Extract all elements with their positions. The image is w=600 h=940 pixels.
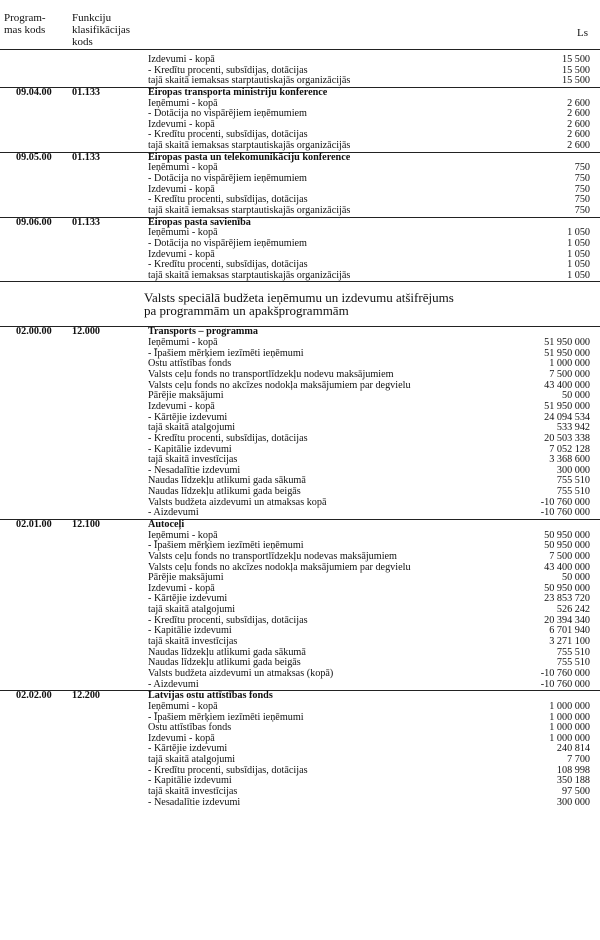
row-label: - Īpašiem mērķiem iezīmēti ieņēmumi (148, 540, 304, 552)
row-value: 300 000 (556, 464, 590, 476)
section-title-row (0, 153, 600, 164)
row-value: 2 600 (567, 97, 590, 109)
row-label: Valsts ceļu fonds no transportlīdzekļu nodevu maksājumiem (148, 369, 394, 381)
row-label: - Īpašiem mērķiem iezīmēti ieņēmumi (148, 711, 304, 723)
row-value: 7 500 000 (549, 369, 590, 381)
row-value: 755 510 (556, 475, 590, 487)
row-label: Latvijas ostu attīstības fonds (148, 690, 273, 702)
row-label: - Kredītu procenti, subsīdijas, dotācijas (148, 129, 308, 141)
table-row (0, 626, 600, 637)
table-row (0, 141, 600, 152)
row-label: tajā skaitā iemaksas starptautiskajās organizācijās (148, 269, 351, 281)
row-value: 50 950 000 (544, 540, 590, 552)
row-value: 51 950 000 (544, 337, 590, 349)
function-code: 12.000 (72, 326, 101, 338)
row-value: 6 701 940 (549, 625, 590, 637)
table-row (0, 616, 600, 627)
row-label: tajā skaitā iemaksas starptautiskajās organizācijās (148, 75, 351, 87)
row-value: 97 500 (561, 786, 590, 797)
row-label: tajā skaitā atalgojumi (148, 754, 236, 766)
row-value: 526 242 (556, 604, 590, 616)
row-label: - Kredītu procenti, subsīdijas, dotācijas (148, 194, 308, 206)
row-label: Izdevumi - kopā (148, 582, 215, 594)
row-label: Autoceļi (148, 518, 185, 530)
table-row (0, 455, 600, 466)
table-row (0, 271, 600, 282)
row-value: 43 400 000 (544, 561, 590, 573)
row-value: -10 760 000 (540, 667, 590, 679)
row-label: tajā skaitā atalgojumi (148, 604, 236, 616)
table-row (0, 787, 600, 798)
table-row (0, 744, 600, 755)
row-label: - Kredītu procenti, subsīdijas, dotācijas (148, 764, 308, 776)
function-code: 12.200 (72, 690, 101, 702)
table-row (0, 381, 600, 392)
row-label: Pārējie maksājumi (148, 390, 224, 402)
row-label: Transports – programma (148, 326, 258, 338)
row-label: - Kārtējie izdevumi (148, 411, 228, 423)
table-row (0, 563, 600, 574)
row-label: Pārējie maksājumi (148, 572, 224, 584)
table-row (0, 434, 600, 445)
row-label: Izdevumi - kopā (148, 248, 215, 260)
row-value: 300 000 (556, 796, 590, 808)
row-value: 350 188 (556, 775, 590, 787)
row-label: Ieņēmumi - kopā (148, 700, 218, 712)
row-value: 108 998 (556, 764, 590, 776)
row-value: 755 510 (556, 646, 590, 658)
row-label: tajā skaitā investīcijas (148, 454, 238, 466)
row-label: tajā skaitā atalgojumi (148, 422, 236, 434)
row-label: Ieņēmumi - kopā (148, 529, 218, 541)
table-row (0, 669, 600, 680)
table-row (0, 680, 600, 691)
table-row (0, 766, 600, 777)
row-label: Ostu attīstības fonds (148, 358, 232, 370)
table-row (0, 402, 600, 413)
table-row (0, 734, 600, 745)
row-label: - Dotācija no vispārējiem ieņēmumiem (148, 108, 307, 120)
row-value: 1 050 (567, 237, 590, 249)
row-label: tajā skaitā investīcijas (148, 636, 238, 648)
row-label: Izdevumi - kopā (148, 54, 215, 65)
table-row (0, 76, 600, 87)
table-row (0, 445, 600, 456)
row-value: 7 700 (567, 754, 590, 766)
row-label: - Aizdevumi (148, 507, 199, 519)
section-title-row (0, 88, 600, 99)
row-value: 50 000 (561, 390, 590, 402)
row-value: 23 853 720 (544, 593, 590, 605)
row-value: 7 500 000 (549, 550, 590, 562)
table-row (0, 508, 600, 519)
section-title-row (0, 218, 600, 229)
program-code-header: Program- mas kods (4, 12, 46, 36)
row-value: 1 050 (567, 248, 590, 260)
row-label: Valsts ceļu fonds no akcīzes nodokļa maksājumiem par degvielu (148, 561, 411, 573)
row-label: Ieņēmumi - kopā (148, 227, 218, 239)
row-label: Valsts budžeta aizdevumi un atmaksas (kopā) (148, 667, 334, 679)
program-code: 02.00.00 (16, 326, 52, 338)
table-row (0, 573, 600, 584)
row-value: 1 000 000 (549, 711, 590, 723)
row-label: Valsts ceļu fonds no transportlīdzekļu nodevas maksājumiem (148, 550, 397, 562)
row-value: 750 (574, 173, 590, 185)
row-label: - Kredītu procenti, subsīdijas, dotācijas (148, 614, 308, 626)
row-value: 50 000 (561, 572, 590, 584)
row-label: tajā skaitā iemaksas starptautiskajās organizācijās (148, 204, 351, 216)
program-code: 09.06.00 (16, 216, 52, 228)
row-value: 20 394 340 (544, 614, 590, 626)
section-heading (0, 282, 600, 326)
row-label: - Kārtējie izdevumi (148, 593, 228, 605)
row-label: Izdevumi - kopā (148, 732, 215, 744)
row-label: tajā skaitā iemaksas starptautiskajās organizācijās (148, 140, 351, 152)
function-code: 01.133 (72, 151, 101, 163)
header-divider (0, 49, 600, 50)
row-value: 15 500 (561, 64, 590, 76)
row-label: Naudas līdzekļu atlikumi gada sākumā (148, 475, 306, 487)
row-label: - Dotācija no vispārējiem ieņēmumiem (148, 173, 307, 185)
row-label: Naudas līdzekļu atlikumi gada sākumā (148, 646, 306, 658)
table-row (0, 776, 600, 787)
row-value: -10 760 000 (540, 496, 590, 508)
table-row (0, 584, 600, 595)
row-value: 750 (574, 204, 590, 216)
row-value: 2 600 (567, 108, 590, 120)
table-row (0, 713, 600, 724)
table-row (0, 174, 600, 185)
row-value: 2 600 (567, 118, 590, 130)
row-label: - Kārtējie izdevumi (148, 743, 228, 755)
row-label: - Kredītu procenti, subsīdijas, dotācijas (148, 64, 308, 76)
row-value: -10 760 000 (540, 678, 590, 690)
row-value: 750 (574, 162, 590, 174)
table-row (0, 798, 600, 809)
row-value: 50 950 000 (544, 582, 590, 594)
row-value: 50 950 000 (544, 529, 590, 541)
row-value: 240 814 (556, 743, 590, 755)
row-value: 43 400 000 (544, 379, 590, 391)
row-value: 1 050 (567, 227, 590, 239)
row-label: Valsts ceļu fonds no akcīzes nodokļa maksājumiem par degvielu (148, 379, 411, 391)
row-value: 1 000 000 (549, 722, 590, 734)
program-code: 09.04.00 (16, 86, 52, 98)
row-value: 755 510 (556, 657, 590, 669)
row-label: - Nesadalītie izdevumi (148, 464, 241, 476)
row-label: - Kapitālie izdevumi (148, 775, 232, 787)
table-row (0, 206, 600, 217)
row-label: Valsts budžeta aizdevumi un atmaksas kopā (148, 496, 327, 508)
row-label: Eiropas pasta savienība (148, 216, 251, 228)
row-label: Valsts speciālā budžeta ieņēmumu un izdevumu atšifrējums pa programmām un apakšprogrammām (144, 290, 454, 319)
row-value: 3 368 600 (549, 454, 590, 466)
table-row (0, 552, 600, 563)
row-label: - Aizdevumi (148, 678, 199, 690)
table-row (0, 723, 600, 734)
table-row (0, 349, 600, 360)
table-row (0, 594, 600, 605)
currency-header: Ls (577, 27, 588, 39)
row-label: - Dotācija no vispārējiem ieņēmumiem (148, 237, 307, 249)
function-code-header: Funkciju klasifikācijas kods (72, 12, 131, 48)
program-code: 02.01.00 (16, 518, 52, 530)
function-code: 01.133 (72, 216, 101, 228)
row-value: 51 950 000 (544, 400, 590, 412)
table-row (0, 391, 600, 402)
row-label: - Kredītu procenti, subsīdijas, dotācijas (148, 259, 308, 271)
row-label: - Kapitālie izdevumi (148, 443, 232, 455)
row-label: Naudas līdzekļu atlikumi gada beigās (148, 486, 301, 498)
row-label: Ieņēmumi - kopā (148, 162, 218, 174)
row-value: 15 500 (561, 75, 590, 87)
row-label: Ieņēmumi - kopā (148, 97, 218, 109)
program-code: 09.05.00 (16, 151, 52, 163)
table-row (0, 413, 600, 424)
row-value: 24 094 534 (544, 411, 590, 423)
row-label: Izdevumi - kopā (148, 183, 215, 195)
section-title-row (0, 691, 600, 702)
row-label: Ieņēmumi - kopā (148, 337, 218, 349)
table-row (0, 109, 600, 120)
row-value: 533 942 (556, 422, 590, 434)
row-label: Izdevumi - kopā (148, 118, 215, 130)
function-code: 01.133 (72, 86, 101, 98)
row-value: 7 052 128 (549, 443, 590, 455)
table-row (0, 498, 600, 509)
row-value: 1 050 (567, 269, 590, 281)
section-title-row (0, 327, 600, 338)
table-row (0, 239, 600, 250)
row-value: 1 000 000 (549, 732, 590, 744)
row-value: 750 (574, 183, 590, 195)
budget-table (0, 55, 600, 808)
row-label: tajā skaitā investīcijas (148, 786, 238, 797)
table-row (0, 702, 600, 713)
row-value: 1 000 000 (549, 358, 590, 370)
row-value: 1 000 000 (549, 700, 590, 712)
row-label: Naudas līdzekļu atlikumi gada beigās (148, 657, 301, 669)
row-value: 1 050 (567, 259, 590, 271)
row-value: 15 500 (561, 54, 590, 65)
function-code: 12.100 (72, 518, 101, 530)
row-value: 755 510 (556, 486, 590, 498)
row-value: 51 950 000 (544, 347, 590, 359)
row-value: 3 271 100 (549, 636, 590, 648)
row-value: 750 (574, 194, 590, 206)
row-value: 20 503 338 (544, 432, 590, 444)
row-label: - Kredītu procenti, subsīdijas, dotācijas (148, 432, 308, 444)
row-label: Izdevumi - kopā (148, 400, 215, 412)
row-label: Eiropas transporta ministriju konference (148, 86, 328, 98)
row-label: - Nesadalītie izdevumi (148, 796, 241, 808)
row-value: 2 600 (567, 129, 590, 141)
program-code: 02.02.00 (16, 690, 52, 702)
row-label: Ostu attīstības fonds (148, 722, 232, 734)
row-label: - Kapitālie izdevumi (148, 625, 232, 637)
row-value: 2 600 (567, 140, 590, 152)
section-title-row (0, 520, 600, 531)
row-label: - Īpašiem mērķiem iezīmēti ieņēmumi (148, 347, 304, 359)
row-value: -10 760 000 (540, 507, 590, 519)
row-label: Eiropas pasta un telekomunikāciju konference (148, 151, 351, 163)
